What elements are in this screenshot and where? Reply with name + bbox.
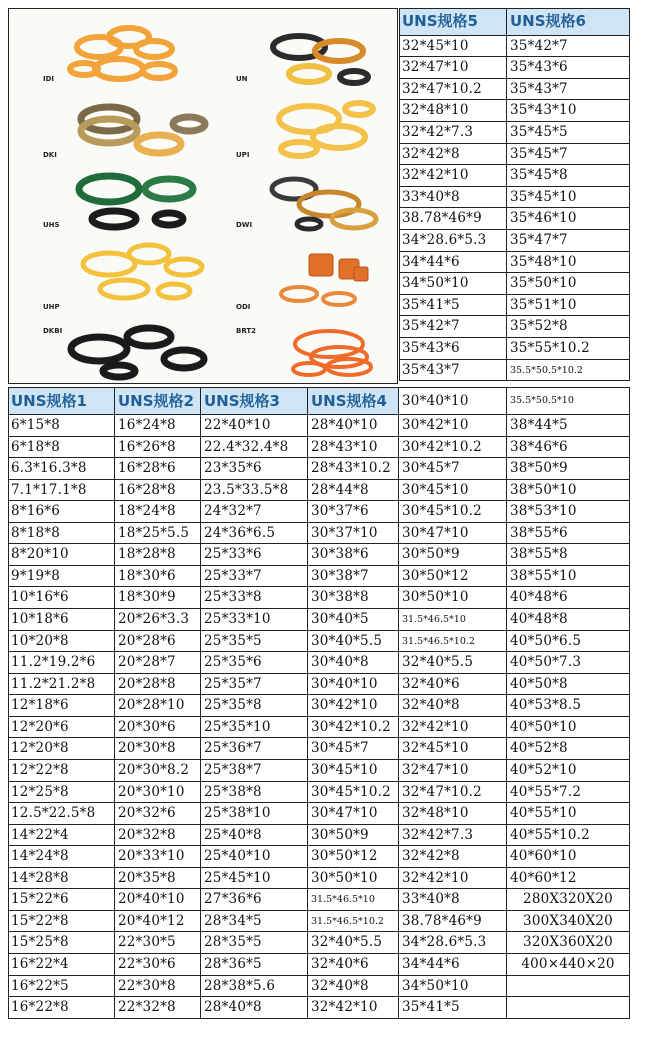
spec-cell: 35*45*7 [507,144,630,166]
spec-cell: 35.5*50.5*10 [507,387,630,415]
label-uhs: UHS [43,221,60,229]
spec-cell: 22*30*8 [115,976,201,998]
spec-header-1: UNS规格1 [8,387,115,415]
spec-cell: 20*33*10 [115,846,201,868]
spec-cell: 25*33*10 [201,609,308,631]
spec-cell: 35*48*10 [507,252,630,274]
spec-cell: 32*40*5.5 [308,932,399,954]
spec-cell: 30*40*5 [308,609,399,631]
spec-cell: 20*32*6 [115,803,201,825]
spec-cell: 40*48*6 [507,587,630,609]
spec-cell: 38*44*5 [507,415,630,437]
spec-cell: 30*40*10 [308,674,399,696]
spec-cell: 30*45*10.2 [308,782,399,804]
spec-cell: 30*45*10.2 [399,501,507,523]
spec-cell: 28*38*5.6 [201,976,308,998]
label-dkbi: DKBI [43,327,63,335]
spec-cell: 20*30*8 [115,738,201,760]
spec-cell: 35*41*5 [399,295,507,317]
spec-cell: 280X320X20 [507,889,630,911]
spec-cell: 24*32*7 [201,501,308,523]
spec-cell: 40*55*7.2 [507,782,630,804]
spec-cell: 40*50*7.3 [507,652,630,674]
spec-cell: 28*36*5 [201,954,308,976]
spec-cell: 12*22*8 [8,760,115,782]
spec-cell: 15*25*8 [8,932,115,954]
spec-cell: 11.2*19.2*6 [8,652,115,674]
spec-cell: 8*16*6 [8,501,115,523]
spec-cell: 32*40*5.5 [399,652,507,674]
spec-cell: 32*42*10 [308,997,399,1019]
spec-cell: 20*40*10 [115,889,201,911]
label-dwi: DWI [236,221,253,229]
spec-cell: 23.5*33.5*8 [201,480,308,502]
spec-cell: 15*22*6 [8,889,115,911]
spec-cell: 16*24*8 [115,415,201,437]
spec-cell: 18*30*9 [115,587,201,609]
spec-cell: 30*45*10 [399,480,507,502]
spec-cell: 35*46*10 [507,208,630,230]
spec-cell: 20*30*10 [115,782,201,804]
spec-cell: 12*20*8 [8,738,115,760]
spec-cell: 20*35*8 [115,868,201,890]
spec-cell: 30*42*10.2 [308,717,399,739]
spec-cell: 34*44*6 [399,252,507,274]
spec-cell: 30*47*10 [308,803,399,825]
spec-cell: 25*40*10 [201,846,308,868]
spec-cell: 25*35*6 [201,652,308,674]
spec-cell: 400×440×20 [507,954,630,976]
spec-cell: 30*40*8 [308,652,399,674]
spec-cell: 30*37*10 [308,523,399,545]
spec-cell: 25*45*10 [201,868,308,890]
spec-cell: 38.78*46*9 [399,911,507,933]
spec-cell: 9*19*8 [8,566,115,588]
spec-cell: 25*35*10 [201,717,308,739]
spec-cell: 38*53*10 [507,501,630,523]
spec-cell: 30*47*10 [399,523,507,545]
spec-cell: 28*40*10 [308,415,399,437]
seal-product-photo [8,8,398,384]
spec-cell: 35*52*8 [507,316,630,338]
label-uhp: UHP [43,303,60,311]
spec-cell: 20*32*8 [115,825,201,847]
spec-cell: 35*43*6 [507,57,630,79]
spec-cell: 40*50*8 [507,674,630,696]
spec-cell: 20*26*3.3 [115,609,201,631]
spec-cell: 28*43*10.2 [308,458,399,480]
spec-cell: 33*40*8 [399,187,507,209]
spec-cell: 33*40*8 [399,889,507,911]
spec-cell: 40*55*10.2 [507,825,630,847]
spec-cell: 20*28*7 [115,652,201,674]
spec-cell: 25*38*7 [201,760,308,782]
spec-cell: 31.5*46.5*10 [399,609,507,631]
spec-cell: 34*28.6*5.3 [399,932,507,954]
spec-cell: 30*50*12 [399,566,507,588]
spec-cell: 35*43*6 [399,338,507,360]
spec-cell: 32*40*8 [308,976,399,998]
spec-cell: 16*28*8 [115,480,201,502]
spec-cell: 34*50*10 [399,273,507,295]
spec-cell: 35*47*7 [507,230,630,252]
spec-header-2: UNS规格2 [115,387,201,415]
spec-cell: 16*22*8 [8,997,115,1019]
spec-cell: 40*50*6.5 [507,631,630,653]
spec-cell: 18*28*8 [115,544,201,566]
spec-cell: 35*45*5 [507,122,630,144]
spec-cell: 25*33*6 [201,544,308,566]
spec-cell: 35*45*8 [507,165,630,187]
spec-cell: 40*48*8 [507,609,630,631]
spec-cell: 31.5*46.5*10.2 [308,911,399,933]
spec-cell: 8*18*8 [8,523,115,545]
spec-cell: 20*28*10 [115,695,201,717]
spec-cell: 6*15*8 [8,415,115,437]
spec-cell: 34*50*10 [399,976,507,998]
spec-cell: 40*52*10 [507,760,630,782]
spec-cell: 12*18*6 [8,695,115,717]
spec-cell: 28*35*5 [201,932,308,954]
spec-cell: 16*22*4 [8,954,115,976]
spec-cell: 20*28*8 [115,674,201,696]
spec-cell: 20*28*6 [115,631,201,653]
spec-cell: 12.5*22.5*8 [8,803,115,825]
spec-cell: 12*25*8 [8,782,115,804]
spec-cell: 38*55*10 [507,566,630,588]
spec-cell: 40*60*10 [507,846,630,868]
spec-cell [507,997,630,1019]
label-un: UN [236,75,248,83]
spec-cell: 31.5*46.5*10 [308,889,399,911]
label-odi: ODI [236,303,251,311]
label-brt2: BRT2 [236,327,257,335]
label-upi: UPI [236,151,250,159]
spec-cell: 20*30*8.2 [115,760,201,782]
spec-cell: 30*38*6 [308,544,399,566]
spec-cell: 30*50*9 [308,825,399,847]
label-dki: DKI [43,151,57,159]
spec-cell: 35*42*7 [507,36,630,58]
spec-cell: 28*43*10 [308,437,399,459]
spec-cell: 23*35*6 [201,458,308,480]
spec-cell: 30*45*7 [399,458,507,480]
spec-cell: 40*55*10 [507,803,630,825]
spec-cell: 22.4*32.4*8 [201,437,308,459]
spec-cell: 30*50*10 [399,587,507,609]
spec-cell: 32*42*10 [399,165,507,187]
spec-cell: 16*22*5 [8,976,115,998]
spec-cell: 35*55*10.2 [507,338,630,360]
spec-cell: 38.78*46*9 [399,208,507,230]
spec-cell: 22*40*10 [201,415,308,437]
spec-cell: 25*38*8 [201,782,308,804]
spec-cell: 32*45*10 [399,738,507,760]
spec-cell: 38*55*6 [507,523,630,545]
spec-cell: 35*50*10 [507,273,630,295]
spec-cell: 25*33*8 [201,587,308,609]
spec-cell: 32*45*10 [399,36,507,58]
spec-cell: 40*52*8 [507,738,630,760]
spec-cell: 14*24*8 [8,846,115,868]
spec-cell: 32*42*10 [399,868,507,890]
spec-cell: 22*32*8 [115,997,201,1019]
spec-cell: 22*30*5 [115,932,201,954]
spec-cell: 28*44*8 [308,480,399,502]
spec-cell: 32*47*10 [399,57,507,79]
spec-cell: 25*33*7 [201,566,308,588]
spec-cell: 38*50*9 [507,458,630,480]
spec-cell: 16*28*6 [115,458,201,480]
spec-cell: 31.5*46.5*10.2 [399,631,507,653]
spec-cell: 30*50*9 [399,544,507,566]
spec-cell: 32*40*6 [399,674,507,696]
spec-cell: 30*50*10 [308,868,399,890]
spec-cell: 10*16*6 [8,587,115,609]
spec-header-6: UNS规格6 [507,8,630,36]
spec-cell: 32*42*7.3 [399,122,507,144]
spec-cell: 38*50*10 [507,480,630,502]
spec-cell: 40*53*8.5 [507,695,630,717]
spec-cell: 30*45*7 [308,738,399,760]
spec-cell: 30*50*12 [308,846,399,868]
spec-cell: 35*43*7 [507,79,630,101]
spec-cell: 12*20*6 [8,717,115,739]
spec-cell: 18*24*8 [115,501,201,523]
spec-cell: 25*40*8 [201,825,308,847]
spec-cell: 16*26*8 [115,437,201,459]
spec-cell: 8*20*10 [8,544,115,566]
seal-rings-illustration [9,9,398,384]
spec-cell: 35*43*10 [507,100,630,122]
spec-cell: 30*42*10 [399,415,507,437]
spec-cell: 32*47*10 [399,760,507,782]
spec-cell: 10*18*6 [8,609,115,631]
spec-cell: 30*40*5.5 [308,631,399,653]
spec-cell: 14*22*4 [8,825,115,847]
spec-cell: 35*42*7 [399,316,507,338]
spec-cell: 10*20*8 [8,631,115,653]
spec-cell: 38*46*6 [507,437,630,459]
spec-cell: 35*41*5 [399,997,507,1019]
spec-cell: 25*36*7 [201,738,308,760]
spec-cell: 35*51*10 [507,295,630,317]
spec-cell: 30*42*10 [308,695,399,717]
spec-cell: 25*35*7 [201,674,308,696]
spec-cell: 30*37*6 [308,501,399,523]
spec-cell: 34*44*6 [399,954,507,976]
spec-cell: 25*35*5 [201,631,308,653]
spec-cell: 32*47*10.2 [399,782,507,804]
spec-cell: 6.3*16.3*8 [8,458,115,480]
spec-cell: 30*42*10.2 [399,437,507,459]
spec-cell: 6*18*8 [8,437,115,459]
spec-cell: 32*40*8 [399,695,507,717]
spec-cell: 34*28.6*5.3 [399,230,507,252]
spec-cell: 32*42*8 [399,846,507,868]
spec-cell: 32*42*8 [399,144,507,166]
spec-cell: 40*60*12 [507,868,630,890]
spec-cell: 20*30*6 [115,717,201,739]
spec-cell: 32*42*7.3 [399,825,507,847]
spec-cell: 28*40*8 [201,997,308,1019]
label-idi: IDI [43,75,55,83]
spec-header-5: UNS规格5 [399,8,507,36]
spec-cell: 25*35*8 [201,695,308,717]
spec-cell: 14*28*8 [8,868,115,890]
spec-cell: 38*55*8 [507,544,630,566]
spec-cell: 32*42*10 [399,717,507,739]
spec-cell: 15*22*8 [8,911,115,933]
spec-cell: 32*40*6 [308,954,399,976]
spec-cell: 32*48*10 [399,100,507,122]
spec-cell: 35*43*7 [399,360,507,382]
spec-cell: 30*40*10 [399,387,507,415]
spec-cell: 40*50*10 [507,717,630,739]
spec-header-3: UNS规格3 [201,387,308,415]
spec-cell [507,976,630,998]
spec-cell: 30*38*7 [308,566,399,588]
spec-cell: 24*36*6.5 [201,523,308,545]
spec-cell: 35.5*50.5*10.2 [507,360,630,382]
spec-cell: 28*34*5 [201,911,308,933]
spec-cell: 7.1*17.1*8 [8,480,115,502]
spec-cell: 18*25*5.5 [115,523,201,545]
spec-cell: 20*40*12 [115,911,201,933]
spec-cell: 320X360X20 [507,932,630,954]
spec-cell: 30*38*8 [308,587,399,609]
spec-cell: 27*36*6 [201,889,308,911]
spec-cell: 32*48*10 [399,803,507,825]
spec-cell: 11.2*21.2*8 [8,674,115,696]
spec-cell: 22*30*6 [115,954,201,976]
spec-header-4: UNS规格4 [308,387,399,415]
spec-cell: 25*38*10 [201,803,308,825]
spec-cell: 30*45*10 [308,760,399,782]
spec-cell: 32*47*10.2 [399,79,507,101]
spec-cell: 300X340X20 [507,911,630,933]
spec-cell: 35*45*10 [507,187,630,209]
spec-cell: 18*30*6 [115,566,201,588]
